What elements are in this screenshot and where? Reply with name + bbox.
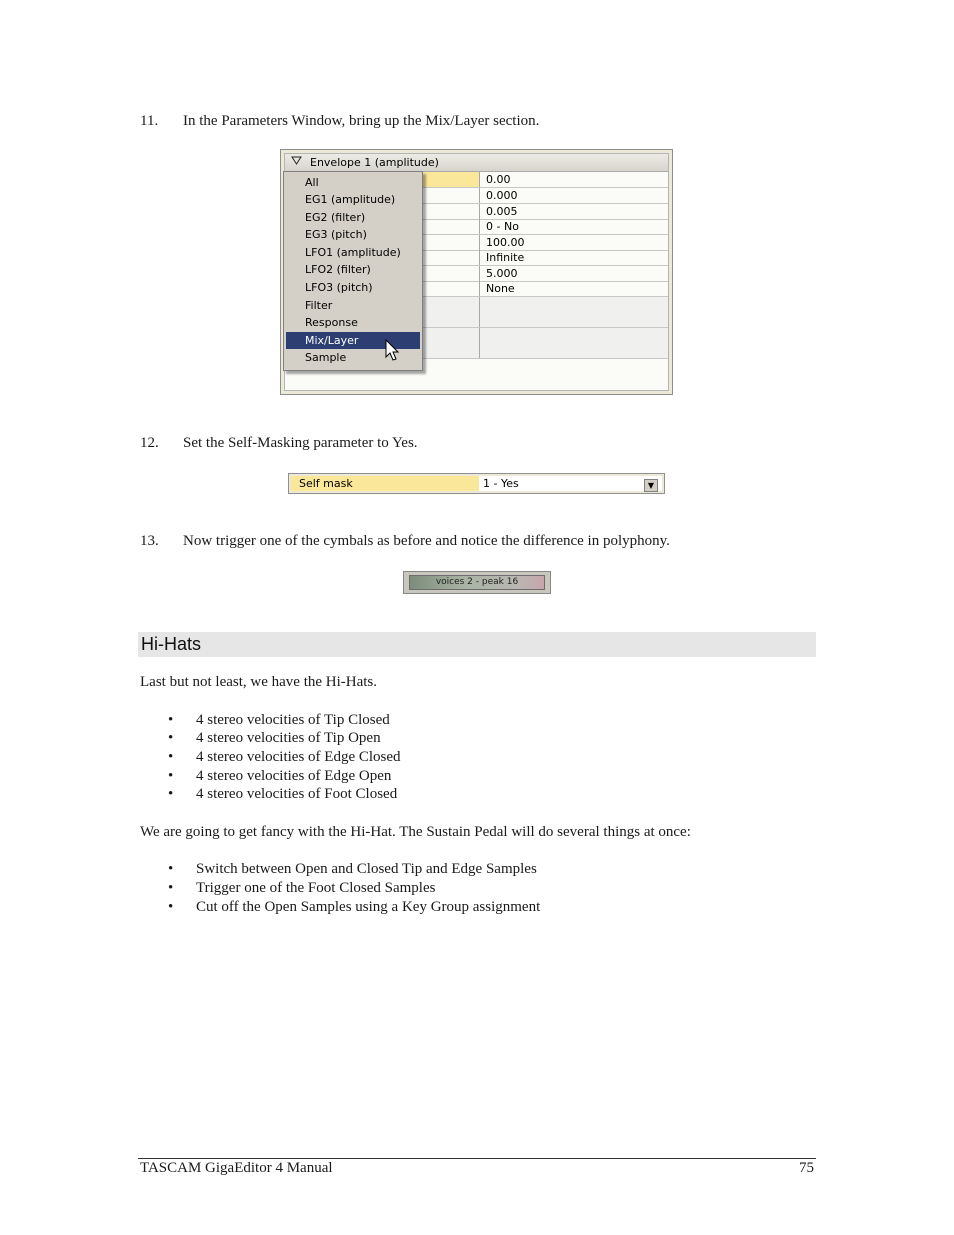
envelope-section-header[interactable] (285, 154, 668, 172)
param-value[interactable]: 0.005 (486, 205, 518, 218)
param-value[interactable]: None (486, 282, 515, 295)
menu-item-eg3[interactable]: EG3 (pitch) (305, 228, 367, 241)
menu-item-filter[interactable]: Filter (305, 299, 333, 312)
section-title: Hi-Hats (141, 634, 202, 654)
self-mask-parameter (288, 473, 665, 494)
intro-paragraph: Last but not least, we have the Hi-Hats. (140, 674, 378, 690)
page-number: 75 (799, 1160, 814, 1176)
mouse-pointer-icon (385, 339, 401, 368)
menu-item-lfo3[interactable]: LFO3 (pitch) (305, 281, 373, 294)
section-context-menu (283, 171, 423, 371)
param-value[interactable] (480, 343, 668, 358)
param-value[interactable]: 0 - No (486, 220, 519, 233)
menu-item-eg2[interactable]: EG2 (filter) (305, 211, 366, 224)
voices-meter-display: voices 2 - peak 16 (409, 575, 545, 590)
param-value[interactable]: Infinite (486, 251, 525, 264)
menu-item-response[interactable]: Response (305, 316, 358, 329)
step-13-number: 13. (140, 533, 159, 549)
menu-item-lfo1[interactable]: LFO1 (amplitude) (305, 246, 401, 259)
self-mask-dropdown[interactable] (479, 476, 662, 491)
self-mask-label: Self mask (291, 476, 486, 491)
self-mask-value: 1 - Yes (483, 477, 519, 490)
param-value[interactable]: 0.000 (486, 189, 518, 202)
param-value[interactable]: 0.00 (486, 173, 511, 186)
envelope-section-title: Envelope 1 (amplitude) (310, 156, 439, 169)
voices-meter (403, 571, 551, 594)
dropdown-arrow-icon[interactable]: ▼ (644, 479, 658, 492)
step-12-text: Set the Self-Masking parameter to Yes. (183, 435, 418, 451)
footer-rule (138, 1158, 816, 1159)
menu-item-lfo2[interactable]: LFO2 (filter) (305, 263, 371, 276)
footer-title: TASCAM GigaEditor 4 Manual (140, 1160, 333, 1176)
param-value[interactable] (480, 297, 668, 312)
param-value[interactable] (480, 328, 668, 343)
step-13-text: Now trigger one of the cymbals as before and notice the difference in polyphony. (183, 533, 670, 549)
section-heading-bar (138, 632, 816, 657)
step-11-number: 11. (140, 113, 159, 129)
triangle-down-icon[interactable] (291, 155, 302, 168)
param-value[interactable] (480, 312, 668, 327)
param-value[interactable]: 5.000 (486, 267, 518, 280)
menu-item-mix-layer[interactable]: Mix/Layer (286, 332, 420, 349)
menu-item-eg1[interactable]: EG1 (amplitude) (305, 193, 396, 206)
menu-item-sample[interactable]: Sample (305, 351, 347, 364)
menu-item-all[interactable]: All (305, 176, 319, 189)
step-11-text: In the Parameters Window, bring up the Mix/Layer section. (183, 113, 540, 129)
param-value[interactable]: 100.00 (486, 236, 525, 249)
hihat-paragraph: We are going to get fancy with the Hi-Hat. The Sustain Pedal will do several things at once: (140, 824, 691, 840)
step-12-number: 12. (140, 435, 159, 451)
